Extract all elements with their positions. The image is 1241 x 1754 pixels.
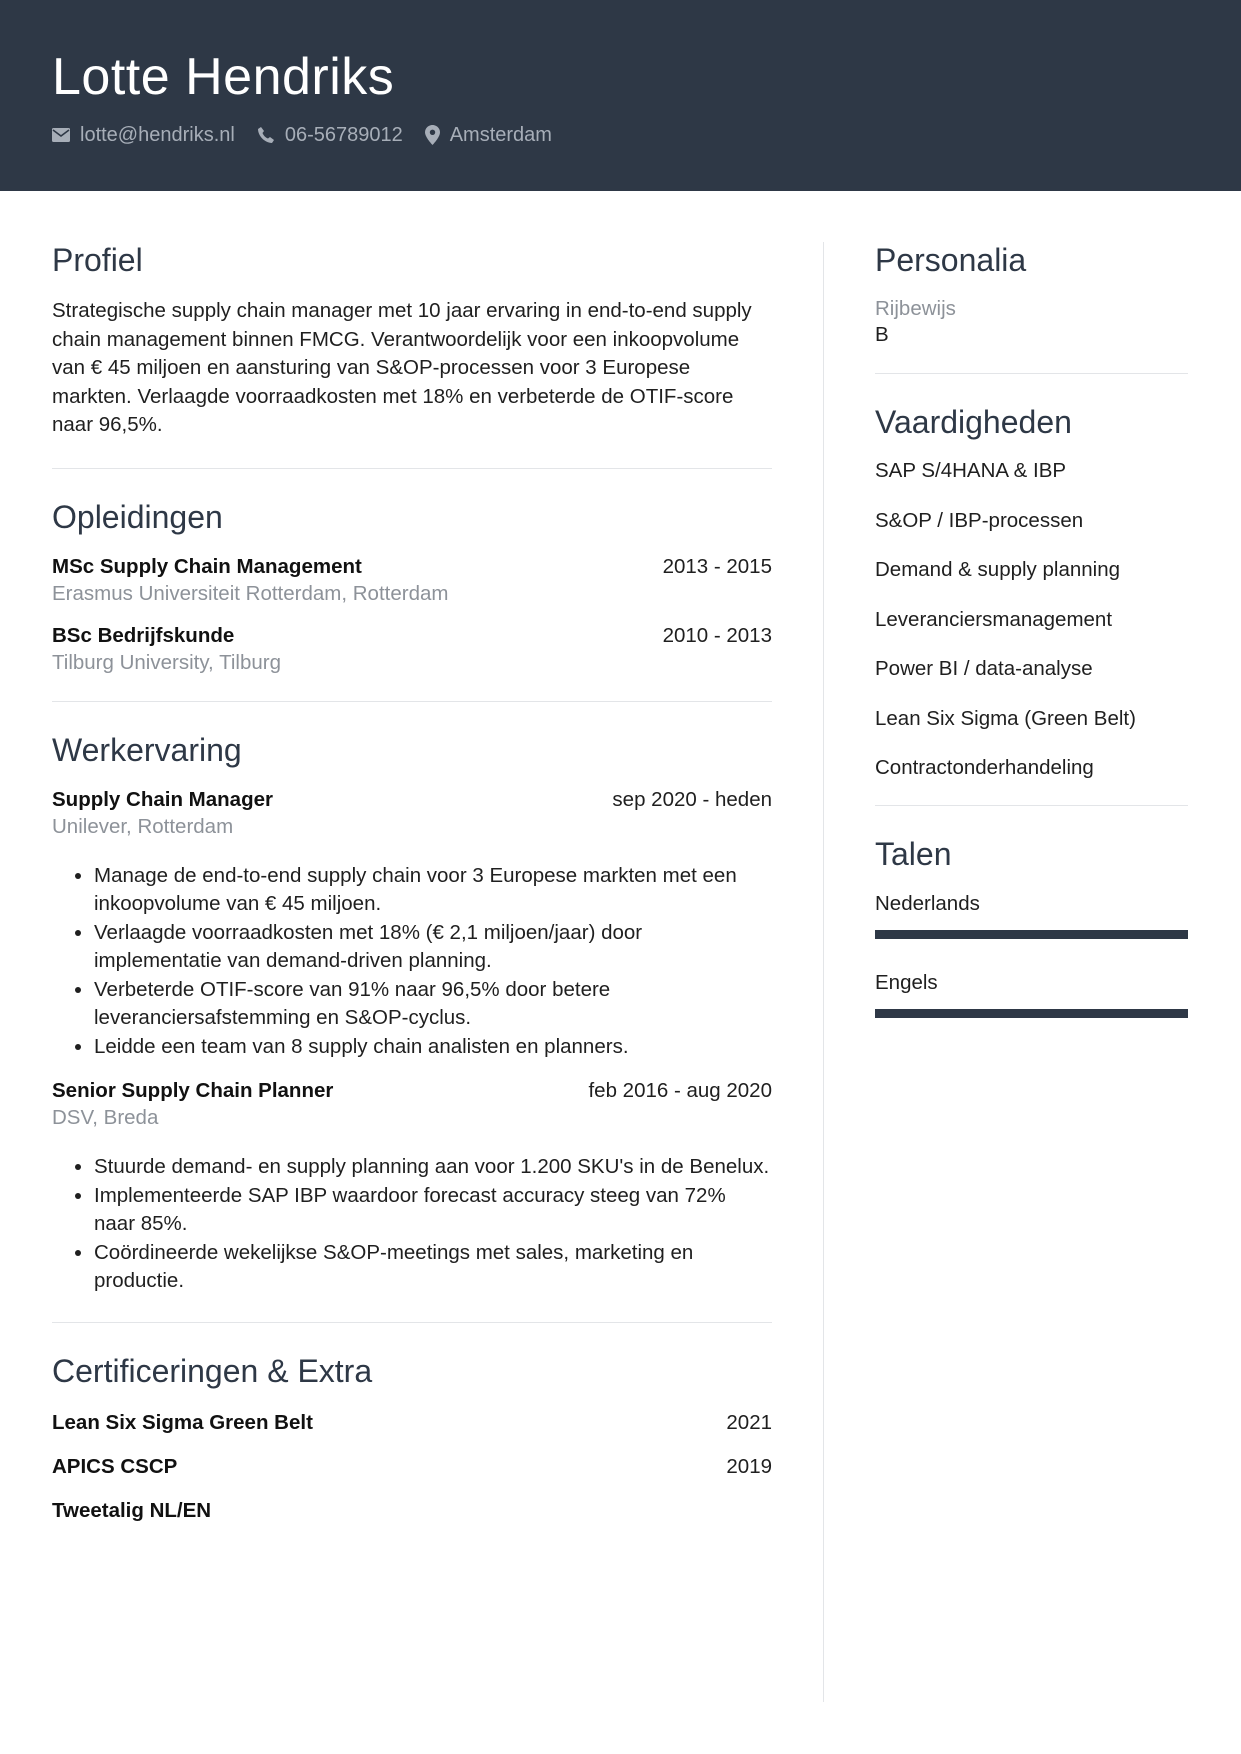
skill-item: Lean Six Sigma (Green Belt) bbox=[875, 706, 1136, 730]
skills-list bbox=[875, 458, 1188, 805]
language-item bbox=[875, 971, 1188, 1018]
certification-name: APICS CSCP bbox=[52, 1454, 178, 1478]
job-company: DSV, Breda bbox=[52, 1106, 159, 1129]
skill-item: Power BI / data-analyse bbox=[875, 657, 1093, 680]
language-name: Engels bbox=[875, 970, 938, 994]
certification-year: 2021 bbox=[726, 1410, 772, 1434]
certification-name: Lean Six Sigma Green Belt bbox=[52, 1410, 313, 1434]
job-period: feb 2016 - aug 2020 bbox=[588, 1079, 772, 1102]
job-bullets bbox=[52, 1153, 772, 1296]
skill-item: Contractonderhandeling bbox=[875, 756, 1094, 779]
job-role: Supply Chain Manager bbox=[52, 787, 273, 811]
certification-item bbox=[52, 1499, 772, 1523]
education-degree: BSc Bedrijfskunde bbox=[52, 623, 235, 647]
skill-item: SAP S/4HANA & IBP bbox=[875, 459, 1067, 482]
language-level-bar bbox=[875, 930, 1188, 939]
main-column bbox=[52, 240, 772, 1523]
header-banner bbox=[0, 0, 1241, 191]
job-bullet: • Verbeterde OTIF-score van 91% naar 96,5% door betere leveranciersafstemming en S&OP-cyclus. bbox=[94, 976, 772, 1033]
job-bullet: • Implementeerde SAP IBP waardoor forecast accuracy steeg van 72% naar 85%. bbox=[94, 1182, 772, 1239]
job-bullet: • Stuurde demand- en supply planning aan voor 1.200 SKU's in de Benelux. bbox=[94, 1153, 772, 1182]
education-item bbox=[52, 624, 772, 675]
phone-text: 06-56789012 bbox=[284, 123, 403, 146]
job-bullet: • Leidde een team van 8 supply chain analisten en planners. bbox=[94, 1033, 772, 1062]
skill-item: S&OP / IBP-processen bbox=[875, 508, 1084, 532]
job-bullet: • Verlaagde voorraadkosten met 18% (€ 2,1 miljoen/jaar) door implementatie van demand-driven planning. bbox=[94, 919, 772, 976]
certifications-section bbox=[52, 1323, 772, 1523]
education-item bbox=[52, 555, 772, 606]
profile-text: Strategische supply chain manager met 10 jaar ervaring in end-to-end supply chain management binnen FMCG. Verantwoordelijk voor een inkoopvolume van € 45 miljoen en aansturing van S&OP-processen voor 3 Europese markten. Verlaagde voorraadkosten met 18% en verbeterde de OTIF-score naar 96,5%. bbox=[52, 299, 752, 436]
job-item bbox=[52, 1079, 772, 1296]
contact-row bbox=[52, 122, 574, 148]
contact-phone[interactable] bbox=[257, 124, 403, 147]
map-pin-icon bbox=[425, 125, 440, 145]
language-name: Nederlands bbox=[875, 891, 980, 915]
section-title-skills: Vaardigheden bbox=[875, 404, 1072, 440]
skills-section bbox=[875, 374, 1188, 806]
job-company: Unilever, Rotterdam bbox=[52, 814, 234, 838]
languages-section bbox=[875, 806, 1188, 1018]
skill-item: Demand & supply planning bbox=[875, 558, 1121, 581]
skill-item: Leveranciersmanagement bbox=[875, 607, 1113, 631]
education-school: Erasmus Universiteit Rotterdam, Rotterdam bbox=[52, 581, 449, 605]
job-item bbox=[52, 788, 772, 1062]
education-school: Tilburg University, Tilburg bbox=[52, 650, 281, 674]
education-degree: MSc Supply Chain Management bbox=[52, 554, 362, 578]
personal-section bbox=[875, 240, 1188, 374]
job-bullet: • Manage de end-to-end supply chain voor 3 Europese markten met een inkoopvolume van € 45 miljoen. bbox=[94, 862, 772, 919]
section-title-certifications: Certificeringen & Extra bbox=[52, 1352, 373, 1389]
email-text: lotte@hendriks.nl bbox=[80, 123, 235, 146]
job-role: Senior Supply Chain Planner bbox=[52, 1079, 334, 1102]
section-title-personal: Personalia bbox=[875, 242, 1027, 278]
section-title-experience: Werkervaring bbox=[52, 731, 242, 768]
section-title-education: Opleidingen bbox=[52, 498, 223, 535]
section-title-languages: Talen bbox=[875, 835, 952, 872]
location-text: Amsterdam bbox=[449, 123, 552, 146]
phone-icon bbox=[257, 126, 275, 144]
sidebar-column bbox=[875, 240, 1188, 1018]
profile-section bbox=[52, 240, 772, 469]
section-title-profile: Profiel bbox=[52, 242, 143, 278]
education-period: 2010 - 2013 bbox=[662, 623, 772, 647]
experience-section bbox=[52, 702, 772, 1323]
license-label: Rijbewijs bbox=[875, 297, 956, 320]
column-divider bbox=[823, 242, 824, 1702]
language-item bbox=[875, 892, 1188, 939]
certification-name: Tweetalig NL/EN bbox=[52, 1498, 212, 1522]
envelope-icon bbox=[52, 128, 70, 142]
license-value: B bbox=[875, 323, 889, 346]
contact-location bbox=[425, 124, 552, 147]
job-bullet: • Coördineerde wekelijkse S&OP-meetings met sales, marketing en productie. bbox=[94, 1239, 772, 1296]
candidate-name: Lotte Hendriks bbox=[52, 48, 395, 106]
education-period: 2013 - 2015 bbox=[662, 554, 772, 578]
language-level-bar bbox=[875, 1009, 1188, 1018]
certification-item bbox=[52, 1455, 772, 1479]
job-period: sep 2020 - heden bbox=[612, 787, 772, 811]
job-bullets bbox=[52, 862, 772, 1062]
certification-year: 2019 bbox=[726, 1454, 772, 1478]
contact-email[interactable] bbox=[52, 124, 235, 147]
certification-item bbox=[52, 1411, 772, 1435]
education-section bbox=[52, 469, 772, 702]
